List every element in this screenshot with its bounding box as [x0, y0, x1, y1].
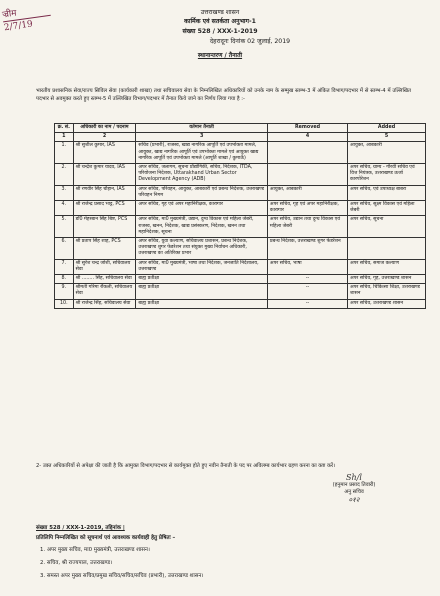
cell-name: श्री सुरेश चन्द्र जोशी, सचिवालय सेवा [73, 259, 136, 274]
signatory-name: (हनुमान प्रसाद तिवारी) [332, 481, 376, 488]
cell-sn: 3. [55, 185, 74, 200]
col-header-sn: क्र. सं. [55, 124, 74, 133]
cell-current: सचिव (प्रभारी), राजस्व, खाद्य नागरिक आपूर्ति एवं उपभोक्ता मामले, आयुक्त, खाद्य नागरिक आपूर्ति एवं उपभोक्ता मामले एवं आयुक्त खाद्य नागरिक आपूर्ति एवं उपभोक्ता मामले (आपूर्ति शाखा / कुमाऊँ) [136, 142, 268, 164]
footer-copy-line: प्रतिलिपि निम्नलिखित को सूचनार्थ एवं आवश्यक कार्यवाही हेतु प्रेषितः – [36, 535, 176, 541]
subject-heading: स्थानान्तरण / तैनाती [197, 52, 243, 59]
signature-initials: ०१२ [348, 495, 360, 504]
cell-sn: 4. [55, 201, 74, 216]
table-row [55, 142, 426, 164]
col-header-removed: Removed [267, 124, 347, 133]
cell-removed: -- [267, 299, 347, 308]
note-paragraph: 2- उक्त अधिकारियों से अपेक्षा की जाती है कि आमुक्त विभाग/पदभार से कार्यमुक्त होते हुए नवीन तैनाती के पद पर अविलम्ब कार्यभार ग्रहण करना का कष्ट करें। [36, 463, 336, 469]
cell-current: अपर सचिव, युवा कल्याण, सचिवालय प्रशासन, प्रबन्ध निदेशक, उत्तराखण्ड शुगर फेडरेशन तथा संयुक्त मुख्य निर्वाचन अधिकारी, उत्तराखण्ड का अतिरिक्त प्रभार [136, 238, 268, 260]
cell-added: अपर सचिव, ग्राम्य - गौरवी सचिव एवं वित्त नियंत्रक, उत्तराखण्ड ऊर्जा कारपोरेशन [348, 164, 426, 186]
cell-name: श्री रणवीर सिंह चौहान, IAS [73, 185, 136, 200]
cell-removed [267, 164, 347, 186]
cell-current: अपर सचिव, गृह एवं अपर महानिरीक्षक, कारागार [136, 201, 268, 216]
table-row [55, 259, 426, 274]
table-row [55, 284, 426, 299]
table-row [55, 299, 426, 308]
cell-sn: 2. [55, 164, 74, 186]
cell-current: अपर सचिव, मा0 मुख्यमंत्री, भाषा तथा निदेशक, जनजाति निदेशालय, उत्तराखण्ड [136, 259, 268, 274]
header-department: कार्मिक एवं सतर्कता अनुभाग-1 [184, 18, 256, 25]
cell-added: अपर सचिव, उत्तराखण्ड शासन [348, 299, 426, 308]
cell-added: अपर सचिव, सूक्ष्म विकास एवं महिला जेबरी [348, 201, 426, 216]
table-row [55, 216, 426, 238]
stamp-line-1: ज्रीम [1, 3, 50, 23]
cell-added: आयुक्त, आबकारी [348, 142, 426, 164]
table-row [55, 201, 426, 216]
footer-item: 1. अपर मुख्य सचिव, मा0 मुख्यमंत्री, उत्तराखण्ड शासन। [40, 547, 150, 553]
cell-current: बाह्य प्रतीक्षा [136, 299, 268, 308]
cell-sn: 5. [55, 216, 74, 238]
cell-name: श्री राजेन्द्र प्रसाद भाट्ट, PCS [73, 201, 136, 216]
cell-name: श्रीमती गरिमा रौंकली, सचिवालय सेवा [73, 284, 136, 299]
footer-order-ref: संख्या 528 / XXX-1-2019, तद्दिनांक | [36, 525, 125, 531]
cell-name: डॉ0 मेहरबान सिंह बिष्ट, PCS [73, 216, 136, 238]
cell-removed: अपर सचिव, उद्यान तथा दुग्ध विकास एवं महिला जेबरी [267, 216, 347, 238]
col-header-current: वर्तमान तैनाती [136, 124, 268, 133]
signature-block [314, 474, 394, 504]
cell-sn: 9. [55, 284, 74, 299]
table-row [55, 164, 426, 186]
table-colnum-row [55, 133, 426, 142]
cell-sn: 7. [55, 259, 74, 274]
cell-removed: अपर सचिव, भाषा [267, 259, 347, 274]
cell-removed: -- [267, 284, 347, 299]
cell-sn: 1. [55, 142, 74, 164]
col-header-name: अधिकारी का नाम / पदनाम [73, 124, 136, 133]
colnum: 5 [348, 133, 426, 142]
header-order-number: संख्या 528 / XXX-1-2019 [182, 28, 258, 35]
cell-name: श्री ........ सिंह, सचिवालय सेवा [73, 275, 136, 284]
cell-removed: प्रबन्ध निदेशक, उत्तराखण्ड शुगर फेडरेशन [267, 238, 347, 260]
cell-added: अपर सचिव, एवं उपाध्यक्ष बाबरा [348, 185, 426, 200]
cell-name: श्री प्रताप सिंह शाह, PCS [73, 238, 136, 260]
cell-current: बाह्य प्रतीक्षा [136, 275, 268, 284]
cell-added: अपर सचिव, सूचना [348, 216, 426, 238]
cell-added: अपर सचिव, समाज कल्याण [348, 259, 426, 274]
cell-name: श्री राजेन्द्र सिंह, सचिवालय सेवा [73, 299, 136, 308]
table-header-row [55, 124, 426, 133]
cell-current: अपर सचिव, मा0 मुख्यमंत्री, उद्यान, दुग्ध विकास एवं महिला जेबरी, राजस्व, खनन, निदेशक, खाद्य प्रसंस्करण, निदेशक, खनन तथा महानिदेशक, सूचना [136, 216, 268, 238]
cell-sn: 8. [55, 275, 74, 284]
footer-item: 2. सचिव, श्री राज्यपाल, उत्तराखण्ड। [40, 560, 113, 566]
colnum: 2 [73, 133, 136, 142]
cell-removed: अपर सचिव, गृह एवं अपर महानिरीक्षक, कारागार [267, 201, 347, 216]
colnum: 1 [55, 133, 74, 142]
intro-paragraph: भारतीय प्रशासनिक सेवा/राज्य सिविल सेवा (कार्यकारी शाखा) तथा सचिवालय सेवा के निम्नलिखित अधिकारियों को उनके नाम के सम्मुख स्तम्भ-3 में अंकित विभाग/पदभार में से स्तम्भ-4 में उल्लिखित पदभार से अवमुक्त करते हुए स्तम्भ-5 में उल्लिखित विभाग/पदभार में तैनात किये जाने का निर्णय लिया गया है :- [36, 88, 411, 102]
colnum: 3 [136, 133, 268, 142]
cell-current: बाह्य प्रतीक्षा [136, 284, 268, 299]
cell-sn: 6. [55, 238, 74, 260]
transfer-table [54, 123, 426, 309]
stamp-line-2: 2/7/19 [3, 19, 34, 34]
cell-sn: 10. [55, 299, 74, 308]
cell-current: अपर सचिव, जलागम, सूचना प्रौद्योगिकी, सचिव, निदेशक, ITDA, परियोजना निदेशक, Uttarakhand Urban Sector Development Agency (ADB) [136, 164, 268, 186]
table-row [55, 238, 426, 260]
cell-name: श्री सुशील कुमार, IAS [73, 142, 136, 164]
table-row [55, 185, 426, 200]
table-row [55, 275, 426, 284]
cell-added: अपर सचिव, चिकित्सा शिक्षा, उत्तराखण्ड शासन [348, 284, 426, 299]
col-header-added: Added [348, 124, 426, 133]
cell-removed: -- [267, 275, 347, 284]
signature-mark: Sh/l [346, 473, 362, 482]
colnum: 4 [267, 133, 347, 142]
cell-current: अपर सचिव, परिवहन, आयुक्त, आबकारी एवं प्रबन्ध निदेशक, उत्तराखण्ड परिवहन निगम [136, 185, 268, 200]
cell-added [348, 238, 426, 260]
cell-name: श्री चन्द्रेश कुमार यादव, IAS [73, 164, 136, 186]
header-place-date: देहरादूनः दिनांक 02 जुलाई, 2019 [209, 38, 291, 45]
signatory-designation: अनु सचिव [344, 489, 364, 495]
cell-removed [267, 142, 347, 164]
footer-item: 3. समस्त अपर मुख्य सचिव/प्रमुख सचिव/सचिव/सचिव (प्रभारी), उत्तराखण्ड शासन। [40, 573, 204, 579]
header-government: उत्तराखण्ड शासन [200, 9, 240, 16]
cell-added: अपर सचिव, गृह, उत्तराखण्ड शासन [348, 275, 426, 284]
cell-removed: आयुक्त, आबकारी [267, 185, 347, 200]
